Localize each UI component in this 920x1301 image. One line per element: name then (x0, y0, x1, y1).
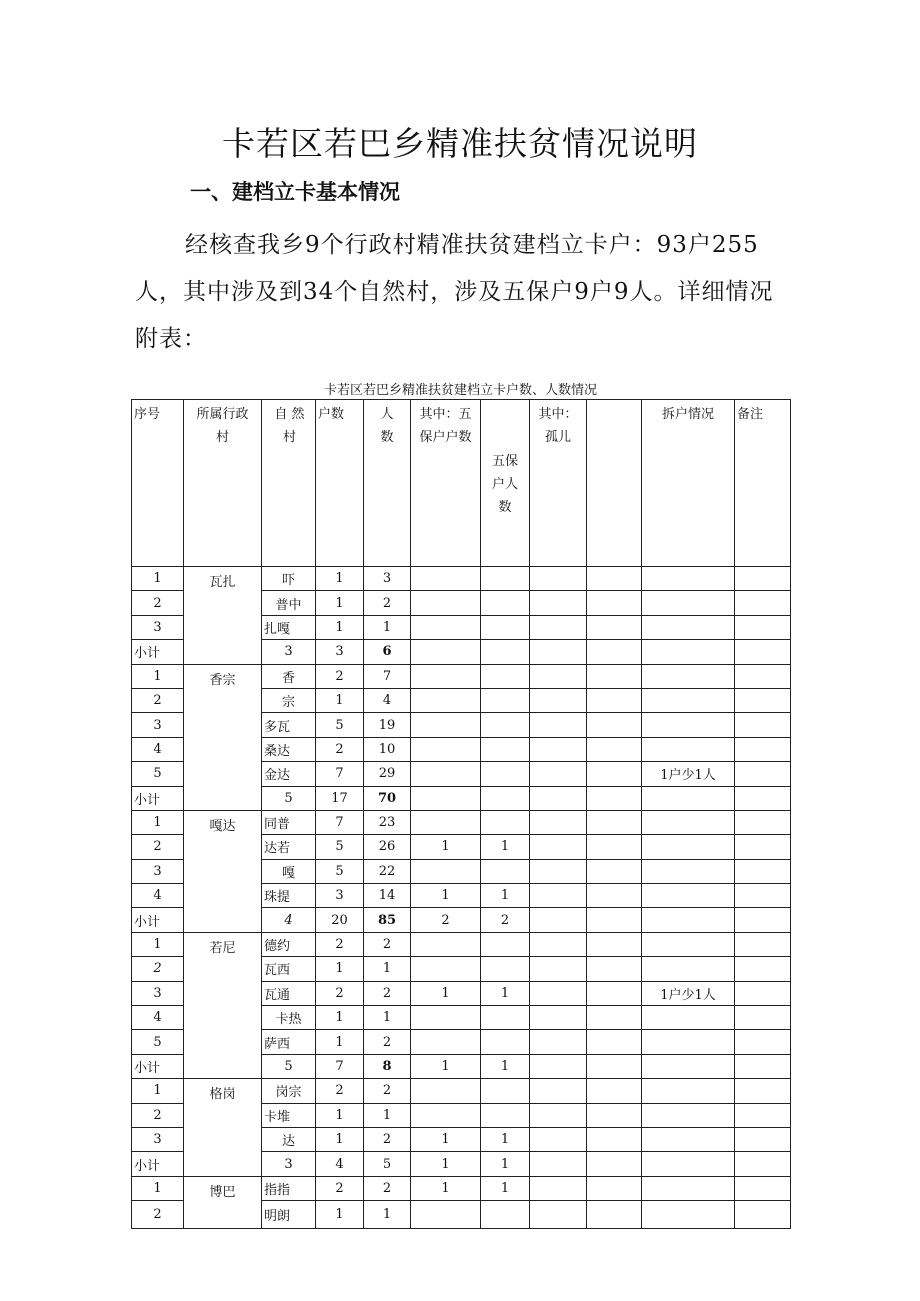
orphans-cell (530, 884, 587, 908)
split-cell (642, 786, 735, 810)
blank-cell (587, 1054, 642, 1078)
seq-cell: 3 (132, 981, 184, 1005)
blank-cell (587, 1030, 642, 1054)
header-households: 户数 (316, 400, 364, 567)
people-cell: 10 (364, 737, 411, 761)
five-households-cell (411, 1006, 481, 1030)
five-households-cell (411, 810, 481, 834)
header-people: 人数 (364, 400, 411, 567)
split-cell (642, 908, 735, 932)
split-cell (642, 1201, 735, 1229)
note-cell (735, 932, 791, 956)
five-people-cell (481, 859, 530, 883)
households-cell: 5 (316, 713, 364, 737)
five-households-cell (411, 567, 481, 591)
note-cell (735, 1127, 791, 1151)
households-cell: 1 (316, 615, 364, 639)
table-row (132, 1079, 791, 1103)
note-cell (735, 981, 791, 1005)
subtotal-natural: 3 (262, 640, 316, 664)
split-cell (642, 1054, 735, 1078)
people-cell: 1 (364, 615, 411, 639)
five-people-cell (481, 591, 530, 615)
orphans-cell (530, 1176, 587, 1200)
note-cell (735, 737, 791, 761)
natural-village-cell: 嘎 (262, 859, 316, 883)
subtotal-five-people: 2 (481, 908, 530, 932)
people-cell: 2 (364, 1176, 411, 1200)
orphans-cell (530, 1127, 587, 1151)
note-cell (735, 1201, 791, 1229)
header-blank (587, 400, 642, 567)
subtotal-label: 小计 (132, 786, 184, 810)
natural-village-cell: 香 (262, 664, 316, 688)
seq-cell: 2 (132, 1103, 184, 1127)
people-cell: 2 (364, 591, 411, 615)
subtotal-five-households (411, 786, 481, 810)
five-people-cell (481, 1006, 530, 1030)
split-cell (642, 810, 735, 834)
split-cell (642, 932, 735, 956)
subtotal-natural: 3 (262, 1152, 316, 1176)
intro-paragraph: 经核查我乡9个行政村精准扶贫建档立卡户：93户255人，其中涉及到34个自然村，涉及五保户9户9人。详细情况附表： (135, 232, 774, 352)
header-seq: 序号 (132, 400, 184, 567)
people-cell: 29 (364, 762, 411, 786)
subtotal-five-people (481, 640, 530, 664)
subtotal-households: 3 (316, 640, 364, 664)
five-people-cell: 1 (481, 1176, 530, 1200)
split-cell (642, 1006, 735, 1030)
blank-cell (587, 737, 642, 761)
table-row (132, 567, 791, 591)
orphans-cell (530, 1201, 587, 1229)
seq-cell: 1 (132, 1079, 184, 1103)
subtotal-five-households: 2 (411, 908, 481, 932)
five-households-cell (411, 737, 481, 761)
subtotal-households: 7 (316, 1054, 364, 1078)
subtotal-natural: 5 (262, 786, 316, 810)
subtotal-people: 8 (364, 1054, 411, 1078)
note-cell (735, 884, 791, 908)
note-cell (735, 1103, 791, 1127)
table-row (132, 664, 791, 688)
split-cell (642, 567, 735, 591)
people-cell: 4 (364, 688, 411, 712)
seq-cell: 1 (132, 567, 184, 591)
five-households-cell (411, 688, 481, 712)
households-cell: 2 (316, 737, 364, 761)
orphans-cell (530, 762, 587, 786)
five-households-cell (411, 591, 481, 615)
blank-cell (587, 664, 642, 688)
subtotal-natural: 4 (262, 908, 316, 932)
table-row (132, 1176, 791, 1200)
five-households-cell: 1 (411, 884, 481, 908)
five-households-cell (411, 762, 481, 786)
households-cell: 1 (316, 688, 364, 712)
orphans-cell (530, 615, 587, 639)
header-five-people: 五保户人数 (481, 400, 530, 567)
subtotal-households: 17 (316, 786, 364, 810)
five-people-cell (481, 664, 530, 688)
note-cell (735, 1006, 791, 1030)
natural-village-cell: 达若 (262, 835, 316, 859)
blank-cell (587, 567, 642, 591)
orphans-cell (530, 1152, 587, 1176)
households-cell: 5 (316, 835, 364, 859)
split-cell (642, 664, 735, 688)
people-cell: 1 (364, 1103, 411, 1127)
header-row (132, 400, 791, 567)
admin-village-cell: 香宗 (184, 664, 262, 810)
subtotal-people: 5 (364, 1152, 411, 1176)
orphans-cell (530, 859, 587, 883)
households-cell: 7 (316, 810, 364, 834)
note-cell (735, 1030, 791, 1054)
orphans-cell (530, 1030, 587, 1054)
subtotal-label: 小计 (132, 908, 184, 932)
blank-cell (587, 957, 642, 981)
header-five-households: 其中：五保户户数 (411, 400, 481, 567)
five-people-cell (481, 567, 530, 591)
people-cell: 22 (364, 859, 411, 883)
note-cell (735, 1176, 791, 1200)
five-households-cell (411, 713, 481, 737)
seq-cell: 2 (132, 835, 184, 859)
people-cell: 3 (364, 567, 411, 591)
note-cell (735, 957, 791, 981)
header-orphans: 其中：孤儿 (530, 400, 587, 567)
blank-cell (587, 591, 642, 615)
blank-cell (587, 640, 642, 664)
note-cell (735, 786, 791, 810)
seq-cell: 3 (132, 1127, 184, 1151)
five-people-cell (481, 762, 530, 786)
note-cell (735, 640, 791, 664)
split-cell (642, 1176, 735, 1200)
blank-cell (587, 1103, 642, 1127)
note-cell (735, 591, 791, 615)
blank-cell (587, 713, 642, 737)
subtotal-five-people (481, 786, 530, 810)
split-cell (642, 1079, 735, 1103)
orphans-cell (530, 640, 587, 664)
note-cell (735, 567, 791, 591)
subtotal-label: 小计 (132, 1054, 184, 1078)
poverty-table (131, 399, 791, 1229)
note-cell (735, 688, 791, 712)
natural-village-cell: 桑达 (262, 737, 316, 761)
seq-cell: 1 (132, 932, 184, 956)
note-cell (735, 1079, 791, 1103)
blank-cell (587, 615, 642, 639)
seq-cell: 4 (132, 884, 184, 908)
orphans-cell (530, 664, 587, 688)
five-households-cell (411, 859, 481, 883)
natural-village-cell: 同普 (262, 810, 316, 834)
subtotal-five-people: 1 (481, 1054, 530, 1078)
orphans-cell (530, 981, 587, 1005)
seq-cell: 1 (132, 810, 184, 834)
section-heading: 一、建档立卡基本情况 (190, 180, 400, 204)
note-cell (735, 835, 791, 859)
orphans-cell (530, 835, 587, 859)
subtotal-five-households: 1 (411, 1054, 481, 1078)
note-cell (735, 713, 791, 737)
five-people-cell: 1 (481, 835, 530, 859)
natural-village-cell: 吓 (262, 567, 316, 591)
split-cell (642, 835, 735, 859)
split-cell (642, 1103, 735, 1127)
admin-village-cell: 嘎达 (184, 810, 262, 932)
seq-cell: 2 (132, 1201, 184, 1229)
table-row (132, 810, 791, 834)
natural-village-cell: 瓦西 (262, 957, 316, 981)
five-people-cell (481, 1030, 530, 1054)
natural-village-cell: 普中 (262, 591, 316, 615)
people-cell: 2 (364, 1127, 411, 1151)
orphans-cell (530, 688, 587, 712)
five-households-cell: 1 (411, 1176, 481, 1200)
subtotal-five-households: 1 (411, 1152, 481, 1176)
seq-cell: 3 (132, 859, 184, 883)
split-cell (642, 737, 735, 761)
five-people-cell (481, 1079, 530, 1103)
natural-village-cell: 萨西 (262, 1030, 316, 1054)
note-cell (735, 908, 791, 932)
seq-cell: 5 (132, 1030, 184, 1054)
orphans-cell (530, 1103, 587, 1127)
split-cell (642, 859, 735, 883)
admin-village-cell: 若尼 (184, 932, 262, 1078)
split-cell (642, 1152, 735, 1176)
blank-cell (587, 1176, 642, 1200)
admin-village-cell: 格岗 (184, 1079, 262, 1177)
blank-cell (587, 908, 642, 932)
split-cell: 1户少1人 (642, 762, 735, 786)
subtotal-people: 6 (364, 640, 411, 664)
five-people-cell (481, 1103, 530, 1127)
table-row (132, 932, 791, 956)
households-cell: 1 (316, 1201, 364, 1229)
households-cell: 3 (316, 884, 364, 908)
people-cell: 1 (364, 957, 411, 981)
table-caption: 卡若区若巴乡精准扶贫建档立卡户数、人数情况 (323, 383, 597, 398)
seq-cell: 3 (132, 615, 184, 639)
five-households-cell (411, 1201, 481, 1229)
orphans-cell (530, 591, 587, 615)
households-cell: 2 (316, 932, 364, 956)
five-people-cell (481, 615, 530, 639)
note-cell (735, 762, 791, 786)
five-people-cell: 1 (481, 1127, 530, 1151)
households-cell: 7 (316, 762, 364, 786)
header-admin-village: 所属行政村 (184, 400, 262, 567)
blank-cell (587, 981, 642, 1005)
people-cell: 2 (364, 1030, 411, 1054)
natural-village-cell: 明朗 (262, 1201, 316, 1229)
five-people-cell (481, 932, 530, 956)
people-cell: 2 (364, 932, 411, 956)
five-people-cell (481, 688, 530, 712)
blank-cell (587, 762, 642, 786)
blank-cell (587, 1006, 642, 1030)
subtotal-people: 70 (364, 786, 411, 810)
split-cell (642, 713, 735, 737)
subtotal-households: 20 (316, 908, 364, 932)
five-households-cell (411, 932, 481, 956)
households-cell: 2 (316, 664, 364, 688)
five-households-cell (411, 664, 481, 688)
households-cell: 1 (316, 1127, 364, 1151)
split-cell (642, 688, 735, 712)
orphans-cell (530, 1006, 587, 1030)
five-households-cell (411, 615, 481, 639)
seq-cell: 2 (132, 688, 184, 712)
seq-cell: 2 (132, 957, 184, 981)
split-cell (642, 884, 735, 908)
five-households-cell (411, 1030, 481, 1054)
header-split: 拆户情况 (642, 400, 735, 567)
people-cell: 19 (364, 713, 411, 737)
households-cell: 5 (316, 859, 364, 883)
five-households-cell: 1 (411, 1127, 481, 1151)
orphans-cell (530, 786, 587, 810)
blank-cell (587, 1079, 642, 1103)
split-cell (642, 957, 735, 981)
households-cell: 1 (316, 591, 364, 615)
natural-village-cell: 卡热 (262, 1006, 316, 1030)
admin-village-cell: 瓦扎 (184, 567, 262, 665)
natural-village-cell: 卡堆 (262, 1103, 316, 1127)
seq-cell: 4 (132, 737, 184, 761)
five-people-cell: 1 (481, 981, 530, 1005)
subtotal-label: 小计 (132, 640, 184, 664)
split-cell (642, 1030, 735, 1054)
five-people-cell (481, 810, 530, 834)
admin-village-cell: 博巴 (184, 1176, 262, 1228)
households-cell: 1 (316, 567, 364, 591)
people-cell: 26 (364, 835, 411, 859)
households-cell: 2 (316, 1176, 364, 1200)
note-cell (735, 664, 791, 688)
subtotal-households: 4 (316, 1152, 364, 1176)
five-households-cell: 1 (411, 835, 481, 859)
orphans-cell (530, 713, 587, 737)
people-cell: 23 (364, 810, 411, 834)
people-cell: 1 (364, 1201, 411, 1229)
natural-village-cell: 德约 (262, 932, 316, 956)
blank-cell (587, 1152, 642, 1176)
header-note: 备注 (735, 400, 791, 567)
households-cell: 2 (316, 1079, 364, 1103)
split-cell (642, 591, 735, 615)
note-cell (735, 1054, 791, 1078)
natural-village-cell: 金达 (262, 762, 316, 786)
split-cell (642, 615, 735, 639)
header-natural-village: 自 然村 (262, 400, 316, 567)
people-cell: 7 (364, 664, 411, 688)
seq-cell: 1 (132, 1176, 184, 1200)
households-cell: 1 (316, 1103, 364, 1127)
split-cell (642, 640, 735, 664)
subtotal-label: 小计 (132, 1152, 184, 1176)
note-cell (735, 810, 791, 834)
note-cell (735, 615, 791, 639)
orphans-cell (530, 1054, 587, 1078)
orphans-cell (530, 957, 587, 981)
five-people-cell (481, 737, 530, 761)
natural-village-cell: 岗宗 (262, 1079, 316, 1103)
document-title: 卡若区若巴乡精准扶贫情况说明 (222, 124, 698, 163)
orphans-cell (530, 1079, 587, 1103)
five-households-cell: 1 (411, 981, 481, 1005)
natural-village-cell: 宗 (262, 688, 316, 712)
blank-cell (587, 884, 642, 908)
orphans-cell (530, 908, 587, 932)
households-cell: 1 (316, 957, 364, 981)
blank-cell (587, 810, 642, 834)
blank-cell (587, 835, 642, 859)
natural-village-cell: 达 (262, 1127, 316, 1151)
subtotal-five-people: 1 (481, 1152, 530, 1176)
orphans-cell (530, 932, 587, 956)
people-cell: 2 (364, 1079, 411, 1103)
five-people-cell (481, 1201, 530, 1229)
five-people-cell (481, 713, 530, 737)
natural-village-cell: 多瓦 (262, 713, 316, 737)
natural-village-cell: 珠提 (262, 884, 316, 908)
seq-cell: 1 (132, 664, 184, 688)
five-households-cell (411, 1079, 481, 1103)
seq-cell: 2 (132, 591, 184, 615)
subtotal-natural: 5 (262, 1054, 316, 1078)
seq-cell: 5 (132, 762, 184, 786)
note-cell (735, 859, 791, 883)
orphans-cell (530, 810, 587, 834)
orphans-cell (530, 567, 587, 591)
natural-village-cell: 瓦通 (262, 981, 316, 1005)
five-people-cell: 1 (481, 884, 530, 908)
people-cell: 1 (364, 1006, 411, 1030)
five-people-cell (481, 957, 530, 981)
natural-village-cell: 指指 (262, 1176, 316, 1200)
blank-cell (587, 1127, 642, 1151)
subtotal-five-households (411, 640, 481, 664)
five-households-cell (411, 957, 481, 981)
note-cell (735, 1152, 791, 1176)
people-cell: 2 (364, 981, 411, 1005)
blank-cell (587, 786, 642, 810)
households-cell: 2 (316, 981, 364, 1005)
seq-cell: 4 (132, 1006, 184, 1030)
split-cell: 1户少1人 (642, 981, 735, 1005)
split-cell (642, 1127, 735, 1151)
blank-cell (587, 932, 642, 956)
seq-cell: 3 (132, 713, 184, 737)
blank-cell (587, 1201, 642, 1229)
households-cell: 1 (316, 1006, 364, 1030)
people-cell: 14 (364, 884, 411, 908)
households-cell: 1 (316, 1030, 364, 1054)
blank-cell (587, 859, 642, 883)
five-households-cell (411, 1103, 481, 1127)
natural-village-cell: 扎嘎 (262, 615, 316, 639)
subtotal-people: 85 (364, 908, 411, 932)
blank-cell (587, 688, 642, 712)
orphans-cell (530, 737, 587, 761)
